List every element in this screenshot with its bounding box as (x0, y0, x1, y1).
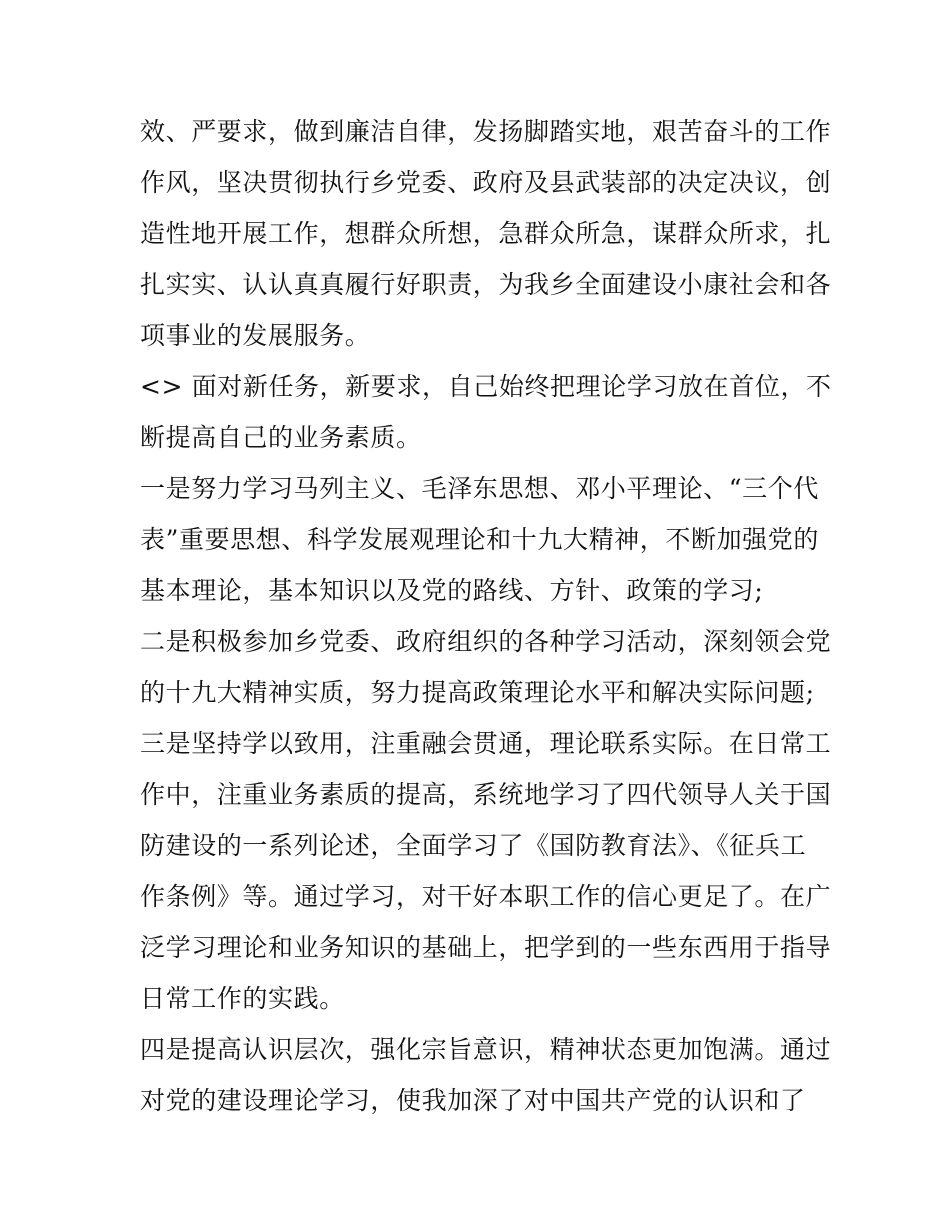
paragraph-2 (140, 361, 832, 463)
text-line: 作中，注重业务素质的提高，系统地学习了四代领导人关于国 (140, 780, 832, 809)
text-line: 泛学习理论和业务知识的基础上，把学到的一些东西用于指导 (140, 933, 832, 962)
document-body (140, 106, 832, 1126)
paragraph-5 (140, 718, 832, 1024)
text-line: 日常工作的实践。 (140, 984, 345, 1013)
text-line: 断提高自己的业务素质。 (140, 423, 422, 452)
text-line: 作风，坚决贯彻执行乡党委、政府及县武装部的决定决议，创 (140, 168, 832, 197)
paragraph-4 (140, 616, 832, 718)
text-line: 三是坚持学以致用，注重融会贯通，理论联系实际。在日常工 (140, 729, 832, 758)
text-line: 二是积极参加乡党委、政府组织的各种学习活动，深刻领会党 (140, 627, 832, 656)
text-line: 扎实实、认认真真履行好职责，为我乡全面建设小康社会和各 (140, 270, 832, 299)
text-line: 的十九大精神实质，努力提高政策理论水平和解决实际问题; (140, 678, 815, 707)
text-line: 造性地开展工作，想群众所想，急群众所急，谋群众所求，扎 (140, 219, 832, 248)
text-line: 作条例》等。通过学习，对干好本职工作的信心更足了。在广 (140, 882, 832, 911)
text-line: 四是提高认识层次，强化宗旨意识，精神状态更加饱满。通过 (140, 1035, 832, 1064)
text-line: <> 面对新任务，新要求，自己始终把理论学习放在首位，不 (140, 372, 832, 401)
paragraph-1 (140, 106, 832, 361)
text-line: 表”重要思想、科学发展观理论和十九大精神，不断加强党的 (140, 525, 819, 554)
text-line: 防建设的一系列论述，全面学习了《国防教育法》、《征兵工 (140, 831, 807, 860)
paragraph-3 (140, 463, 820, 616)
paragraph-6 (140, 1024, 832, 1126)
text-line: 项事业的发展服务。 (140, 321, 371, 350)
text-line: 基本理论，基本知识以及党的路线、方针、政策的学习; (140, 576, 764, 605)
text-line: 一是努力学习马列主义、毛泽东思想、邓小平理论、“三个代 (140, 474, 819, 503)
text-line: 对党的建设理论学习，使我加深了对中国共产党的认识和了 (140, 1086, 806, 1115)
text-line: 效、严要求，做到廉洁自律，发扬脚踏实地，艰苦奋斗的工作 (140, 117, 832, 146)
